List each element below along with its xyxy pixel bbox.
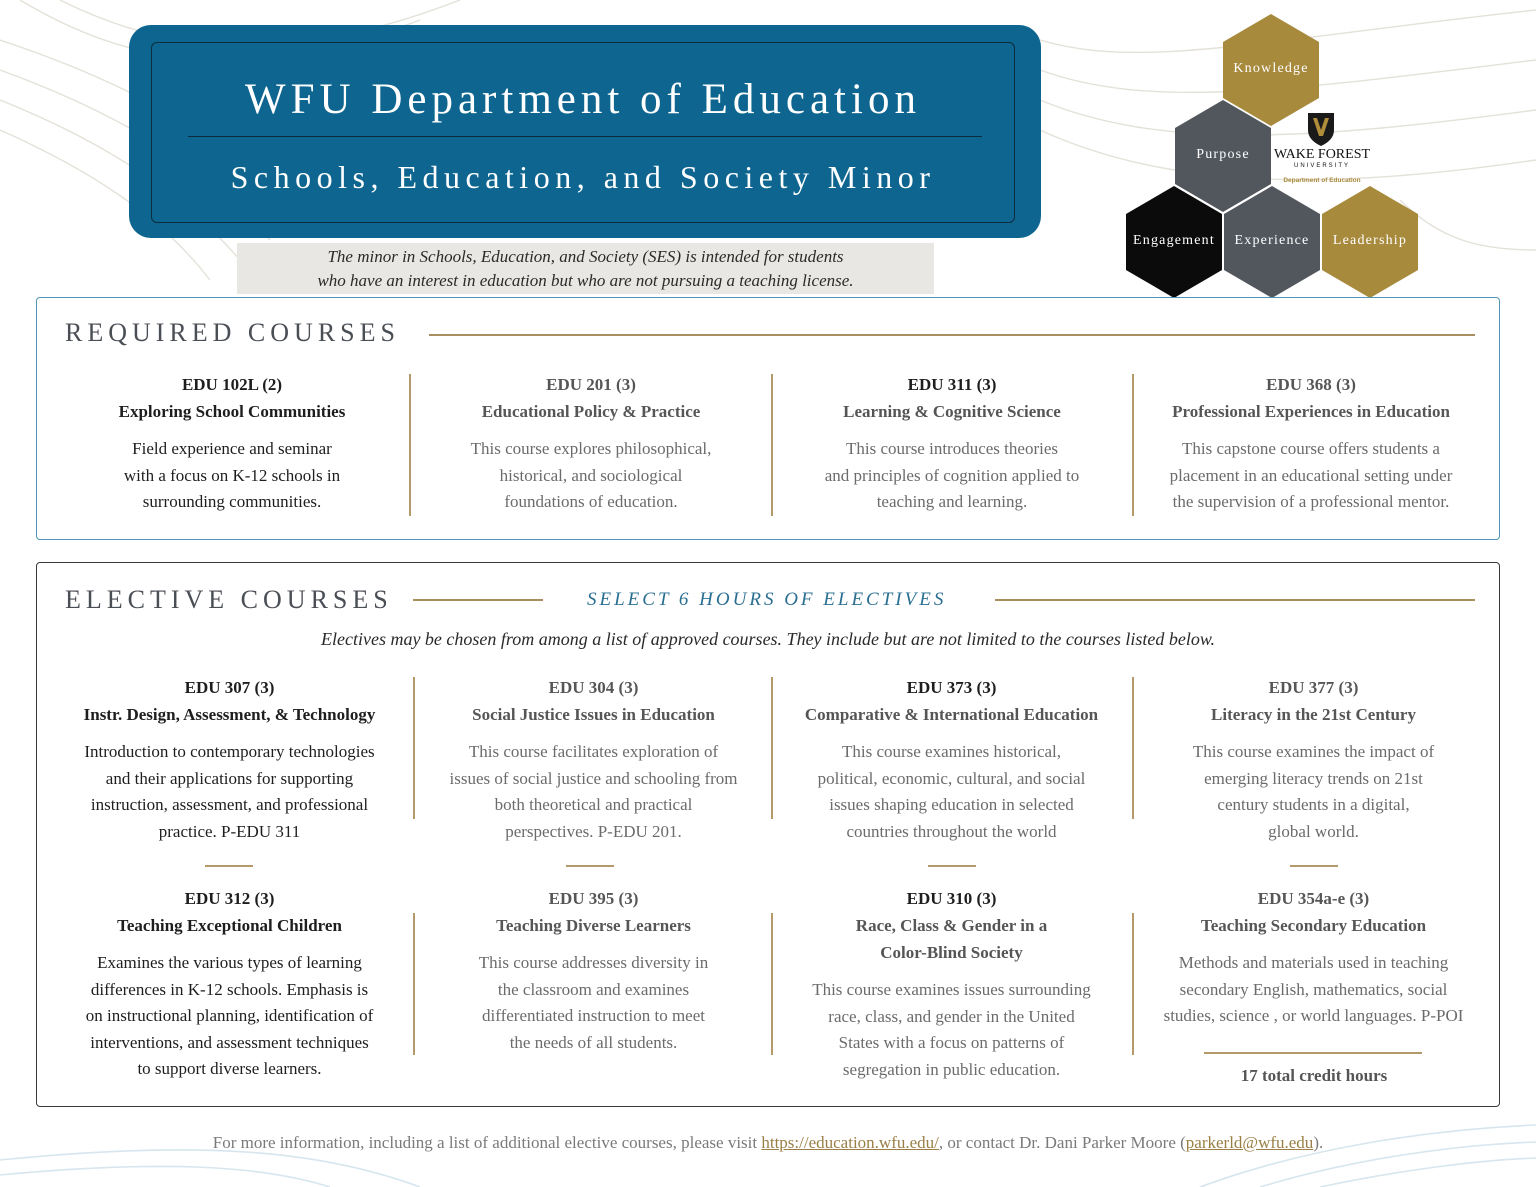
row-separator: [205, 865, 253, 867]
desc-line: on instructional planning, identification of: [85, 1006, 374, 1025]
column-divider: [1132, 374, 1134, 516]
required-courses-section: [36, 297, 1500, 540]
total-hours-rule: [1204, 1052, 1422, 1054]
wfu-shield-icon: [1308, 113, 1334, 146]
course-card-edu-354: [1141, 885, 1486, 1030]
course-name: Learning & Cognitive Science: [843, 402, 1061, 421]
desc-line: This course facilitates exploration of: [468, 742, 719, 761]
column-divider: [413, 913, 415, 1055]
course-description: [426, 436, 756, 516]
column-divider: [409, 374, 411, 516]
course-code: EDU 311 (3): [907, 375, 997, 394]
course-code: EDU 307 (3): [184, 678, 275, 697]
logo-department: Department of Education: [1283, 177, 1361, 184]
row-separator: [566, 865, 614, 867]
contact-email-link[interactable]: parkerld@wfu.edu: [1185, 1133, 1314, 1152]
footer-contact: [0, 1133, 1536, 1153]
course-card-edu-311: [787, 371, 1117, 516]
logo-name-line-1: WAKE FOREST: [1273, 147, 1371, 162]
hex-label-knowledge: Knowledge: [1233, 61, 1309, 76]
course-name: Professional Experiences in Education: [1172, 402, 1450, 421]
values-hexagon-cluster: [1120, 12, 1430, 297]
desc-line: both theoretical and practical: [494, 795, 693, 814]
elective-title-rule-right: [995, 599, 1475, 601]
logo-name-line-2: UNIVERSITY: [1293, 163, 1351, 169]
course-description: [787, 436, 1117, 516]
footer-text: ).: [1313, 1133, 1324, 1152]
desc-line: This course examines the impact of: [1192, 742, 1435, 761]
desc-line: issues shaping education in selected: [829, 795, 1074, 814]
desc-line: Methods and materials used in teaching: [1178, 953, 1449, 972]
total-credit-hours: 17 total credit hours: [1240, 1066, 1388, 1085]
course-code: EDU 395 (3): [548, 889, 639, 908]
desc-line: secondary English, mathematics, social: [1179, 979, 1448, 999]
desc-line: Introduction to contemporary technologies: [84, 742, 375, 761]
footer-text: , or contact Dr. Dani Parker Moore (: [938, 1133, 1186, 1152]
desc-line: States with a focus on patterns of: [838, 1033, 1065, 1052]
column-divider: [771, 374, 773, 516]
intro-statement: [237, 243, 934, 294]
course-code: EDU 368 (3): [1266, 375, 1356, 394]
department-website-link[interactable]: https://education.wfu.edu/: [761, 1133, 939, 1152]
course-name: Instr. Design, Assessment, & Technology: [83, 705, 376, 724]
desc-line: Examines the various types of learning: [97, 953, 362, 972]
desc-line: instruction, assessment, and professional: [90, 795, 369, 814]
page-subtitle: Schools, Education, and Society Minor: [230, 159, 936, 195]
course-name-line-2: Color-Blind Society: [880, 943, 1023, 962]
desc-line: historical, and sociological: [499, 465, 683, 485]
hex-label-engagement: Engagement: [1133, 233, 1215, 248]
hex-label-experience: Experience: [1234, 233, 1310, 248]
row-separator: [928, 865, 976, 867]
desc-line: placement in an educational setting under: [1169, 465, 1453, 485]
course-card-edu-201: [426, 371, 756, 516]
desc-line: practice. P-EDU 311: [158, 821, 301, 841]
page-title: WFU Department of Education: [245, 76, 921, 123]
hex-label-leadership: Leadership: [1332, 233, 1408, 248]
course-code: EDU 102L (2): [181, 375, 283, 394]
elective-courses-section: [36, 562, 1500, 1107]
hex-label-purpose: Purpose: [1196, 147, 1250, 162]
header-banner-frame: [151, 42, 1015, 223]
desc-line: with a focus on K-12 schools in: [123, 465, 341, 485]
course-card-edu-312: [57, 885, 402, 1083]
elective-title-rule-left: [413, 599, 543, 601]
desc-line: political, economic, cultural, and social: [817, 768, 1086, 788]
desc-line: and their applications for supporting: [105, 768, 354, 788]
desc-line: This course examines historical,: [841, 742, 1062, 761]
desc-line: emerging literacy trends on 21st: [1204, 768, 1423, 788]
course-card-edu-368: [1141, 371, 1481, 516]
desc-line: the classroom and examines: [497, 979, 690, 999]
course-description: [779, 977, 1124, 1083]
desc-line: This capstone course offers students a: [1182, 439, 1440, 458]
desc-line: global world.: [1268, 821, 1359, 841]
desc-line: the supervision of a professional mentor.: [1172, 492, 1450, 511]
desc-line: the needs of all students.: [509, 1032, 678, 1052]
course-code: EDU 304 (3): [548, 678, 639, 697]
course-name: Exploring School Communities: [118, 402, 346, 421]
course-description: [67, 436, 397, 516]
column-divider: [771, 677, 773, 819]
desc-line: issues of social justice and schooling from: [449, 768, 738, 788]
course-name: Comparative & International Education: [804, 705, 1099, 724]
select-hours-label: SELECT 6 HOURS OF ELECTIVES: [587, 589, 947, 610]
intro-line-2: who have an interest in education but who are not pursuing a teaching license.: [317, 271, 854, 290]
course-name: Teaching Exceptional Children: [117, 916, 342, 935]
desc-line: This course explores philosophical,: [470, 439, 712, 458]
banner-divider: [188, 136, 982, 137]
column-divider: [413, 677, 415, 819]
course-name: Teaching Diverse Learners: [496, 916, 691, 935]
desc-line: and principles of cognition applied to: [824, 465, 1080, 485]
column-divider: [1132, 677, 1134, 819]
desc-line: perspectives. P-EDU 201.: [505, 821, 682, 841]
required-section-title: REQUIRED COURSES: [65, 318, 400, 347]
desc-line: surrounding communities.: [142, 492, 322, 511]
course-card-edu-377: [1141, 674, 1486, 845]
desc-line: This course addresses diversity in: [478, 953, 709, 972]
desc-line: teaching and learning.: [876, 492, 1028, 511]
course-description: [57, 950, 402, 1083]
row-separator: [1290, 865, 1338, 867]
desc-line: interventions, and assessment techniques: [90, 1032, 369, 1052]
desc-line: differences in K-12 schools. Emphasis is: [90, 979, 369, 999]
course-name: Teaching Secondary Education: [1200, 916, 1427, 935]
footer-text: For more information, including a list of additional elective courses, please visit: [212, 1133, 762, 1152]
course-card-edu-307: [57, 674, 402, 845]
desc-line: race, class, and gender in the United: [828, 1006, 1075, 1026]
course-description: [1141, 436, 1481, 516]
course-description: [421, 950, 766, 1056]
course-card-edu-304: [421, 674, 766, 845]
desc-line: countries throughout the world: [846, 821, 1057, 841]
course-description: [779, 739, 1124, 845]
intro-line-1: The minor in Schools, Education, and Society (SES) is intended for students: [327, 247, 844, 266]
course-description: [1141, 950, 1486, 1030]
course-code: EDU 373 (3): [906, 678, 997, 697]
course-card-edu-310: [779, 885, 1124, 1083]
course-name: Literacy in the 21st Century: [1211, 705, 1416, 724]
desc-line: studies, science , or world languages. P-POI: [1163, 1006, 1464, 1025]
desc-line: foundations of education.: [504, 492, 678, 511]
required-title-rule: [429, 334, 1475, 336]
desc-line: This course examines issues surrounding: [812, 980, 1091, 999]
course-code: EDU 201 (3): [546, 375, 636, 394]
course-code: EDU 377 (3): [1268, 678, 1359, 697]
course-card-edu-102l: [67, 371, 397, 516]
desc-line: segregation in public education.: [842, 1059, 1061, 1079]
desc-line: Field experience and seminar: [132, 439, 332, 458]
course-name: Social Justice Issues in Education: [472, 705, 715, 724]
header-banner: [129, 25, 1041, 238]
course-name: Educational Policy & Practice: [481, 402, 701, 421]
desc-line: century students in a digital,: [1217, 795, 1410, 814]
course-description: [1141, 739, 1486, 845]
desc-line: This course introduces theories: [846, 439, 1058, 458]
course-description: [57, 739, 402, 845]
course-name: Race, Class & Gender in a: [855, 916, 1048, 935]
course-code: EDU 310 (3): [906, 889, 997, 908]
course-card-edu-373: [779, 674, 1124, 845]
column-divider: [1132, 913, 1134, 1055]
course-description: [421, 739, 766, 845]
elective-section-title: ELECTIVE COURSES: [65, 585, 393, 614]
column-divider: [771, 913, 773, 1055]
elective-note: Electives may be chosen from among a list of approved courses. They include but are not limited to the courses listed below.: [320, 629, 1215, 649]
desc-line: differentiated instruction to meet: [482, 1006, 705, 1025]
course-card-edu-395: [421, 885, 766, 1056]
course-code: EDU 354a-e (3): [1257, 889, 1370, 908]
desc-line: to support diverse learners.: [137, 1059, 322, 1078]
course-code: EDU 312 (3): [184, 889, 275, 908]
